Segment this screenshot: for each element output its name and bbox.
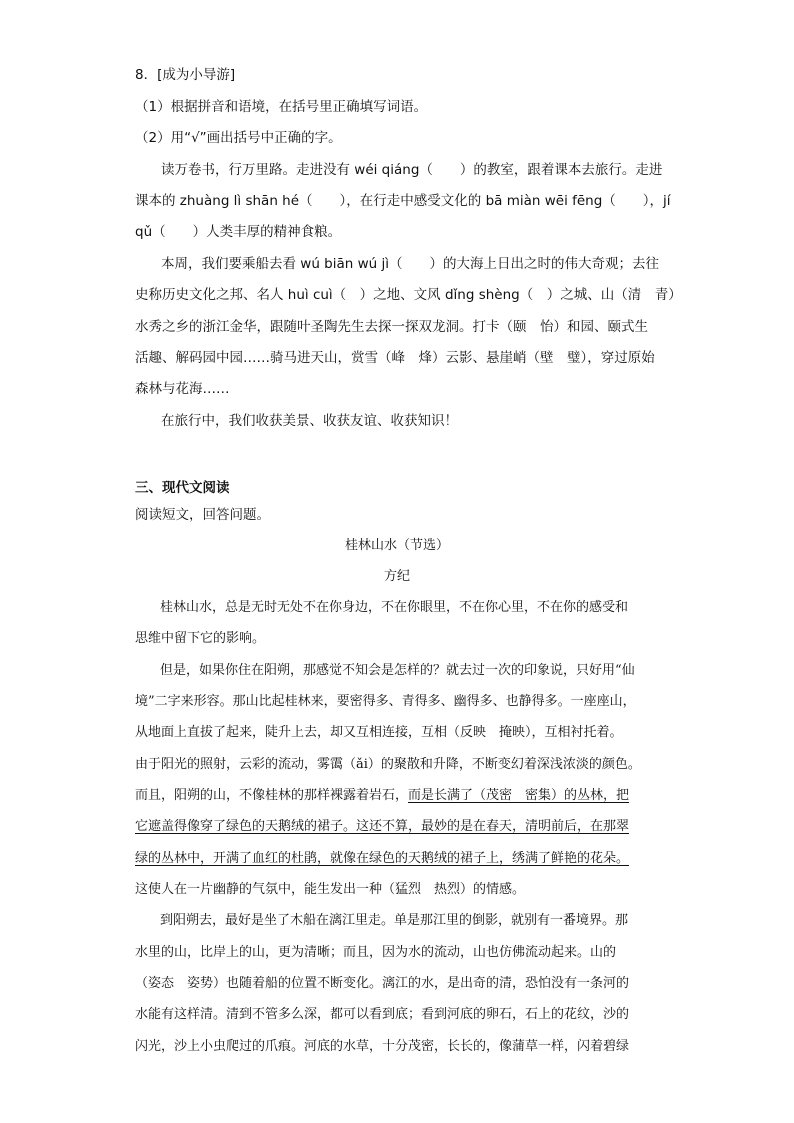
question-8-title: 8．[成为小导游] <box>135 67 236 83</box>
passage-line: 课本的 zhuàng lì shān hé（ ），在行走中感受文化的 bā miàn wēi fēng（ ），jí <box>135 193 671 209</box>
article-line: 但是，如果你住在阳朔，那感觉不知会是怎样的？就去过一次的印象说，只好用“仙 <box>160 663 635 678</box>
article-title: 桂林山水（节选） <box>344 538 449 553</box>
article-line: 水里的山，比岸上的山，更为清晰；而且，因为水的流动，山也仿佛流动起来。山的 <box>135 945 617 960</box>
article-line: 境”二字来形容。那山比起桂林来，要密得多、青得多、幽得多、也静得多。一座座山， <box>135 694 636 709</box>
article-text: 而且，阳朔的山，不像桂林的那样裸露着岩石， <box>135 788 409 803</box>
question-8-instruction-2: （2）用“√”画出括号中正确的字。 <box>135 130 342 146</box>
passage-line: 在旅行中，我们收获美景、收获友谊、收获知识！ <box>161 413 458 429</box>
article-line: 从地面上直拔了起来，陡升上去，却又互相连接，互相（反映 掩映），互相衬托着。 <box>135 725 623 740</box>
article-line: 闪光，沙上小虫爬过的爪痕。河底的水草，十分茂密，长长的，像蒲草一样，闪着碧绿 <box>135 1039 630 1054</box>
article-line: 到阳朔去，最好是坐了木船在漓江里走。单是那江里的倒影，就别有一番境界。那 <box>160 913 629 928</box>
article-line: 这使人在一片幽静的气氛中，能生发出一种（猛烈 热烈）的情感。 <box>135 882 526 897</box>
passage-line: qǔ（ ）人类丰厚的精神食粮。 <box>135 224 342 240</box>
article-line: （姿态 姿势）也随着船的位置不断变化。漓江的水，是出奇的清，恐怕没有一条河的 <box>135 976 630 991</box>
article-line <box>135 787 629 805</box>
passage-line: 本周，我们要乘船去看 wú biān wú jì（ ）的大海上日出之时的伟大奇观；去往 <box>161 256 660 272</box>
passage-line: 森林与花海…… <box>135 381 230 397</box>
passage-line: 史称历史文化之邦、名人 huì cuì（ ）之地、文风 dǐng shèng（ ）之城、山（清 青） <box>135 287 682 303</box>
article-line: 由于阳光的照射，云彩的流动，雾霭（ǎi）的聚散和升降，不断变幻着深浅浓淡的颜色。 <box>135 757 641 772</box>
section-instruction: 阅读短文，回答问题。 <box>135 507 270 523</box>
article-line: 桂林山水，总是无时无处不在你身边，不在你眼里，不在你心里，不在你的感受和 <box>160 600 629 615</box>
passage-line: 读万卷书，行万里路。走进没有 wéi qiáng（ ）的教室，跟着课本去旅行。走进 <box>161 162 663 178</box>
section-heading: 三、现代文阅读 <box>135 480 230 496</box>
underlined-sentence: 而是长满了（茂密 密集）的丛林，把 <box>408 788 630 803</box>
passage-line: 活趣、解码园中园……骑马进天山，赏雪（峰 烽）云影、悬崖峭（壁 璧），穿过原始 <box>135 350 655 366</box>
underlined-sentence: 它遮盖得像穿了绿色的天鹅绒的裙子。这还不算，最妙的是在春天，清明前后，在那翠 <box>135 819 630 834</box>
underlined-sentence: 绿的丛林中，开满了血红的杜鹃，就像在绿色的天鹅绒的裙子上，绣满了鲜艳的花朵。 <box>135 851 630 866</box>
question-8-instruction-1: （1）根据拼音和语境，在括号里正确填写词语。 <box>135 99 428 115</box>
article-line: 思维中留下它的影响。 <box>135 631 266 646</box>
article-line: 水能有这样清。清到不管多么深，都可以看到底；看到河底的卵石，石上的花纹，沙的 <box>135 1007 630 1022</box>
passage-line: 水秀之乡的浙江金华，跟随叶圣陶先生去探一探双龙洞。打卡（颐 怡）和园、颐式生 <box>135 319 648 335</box>
article-author: 方纪 <box>383 569 410 584</box>
